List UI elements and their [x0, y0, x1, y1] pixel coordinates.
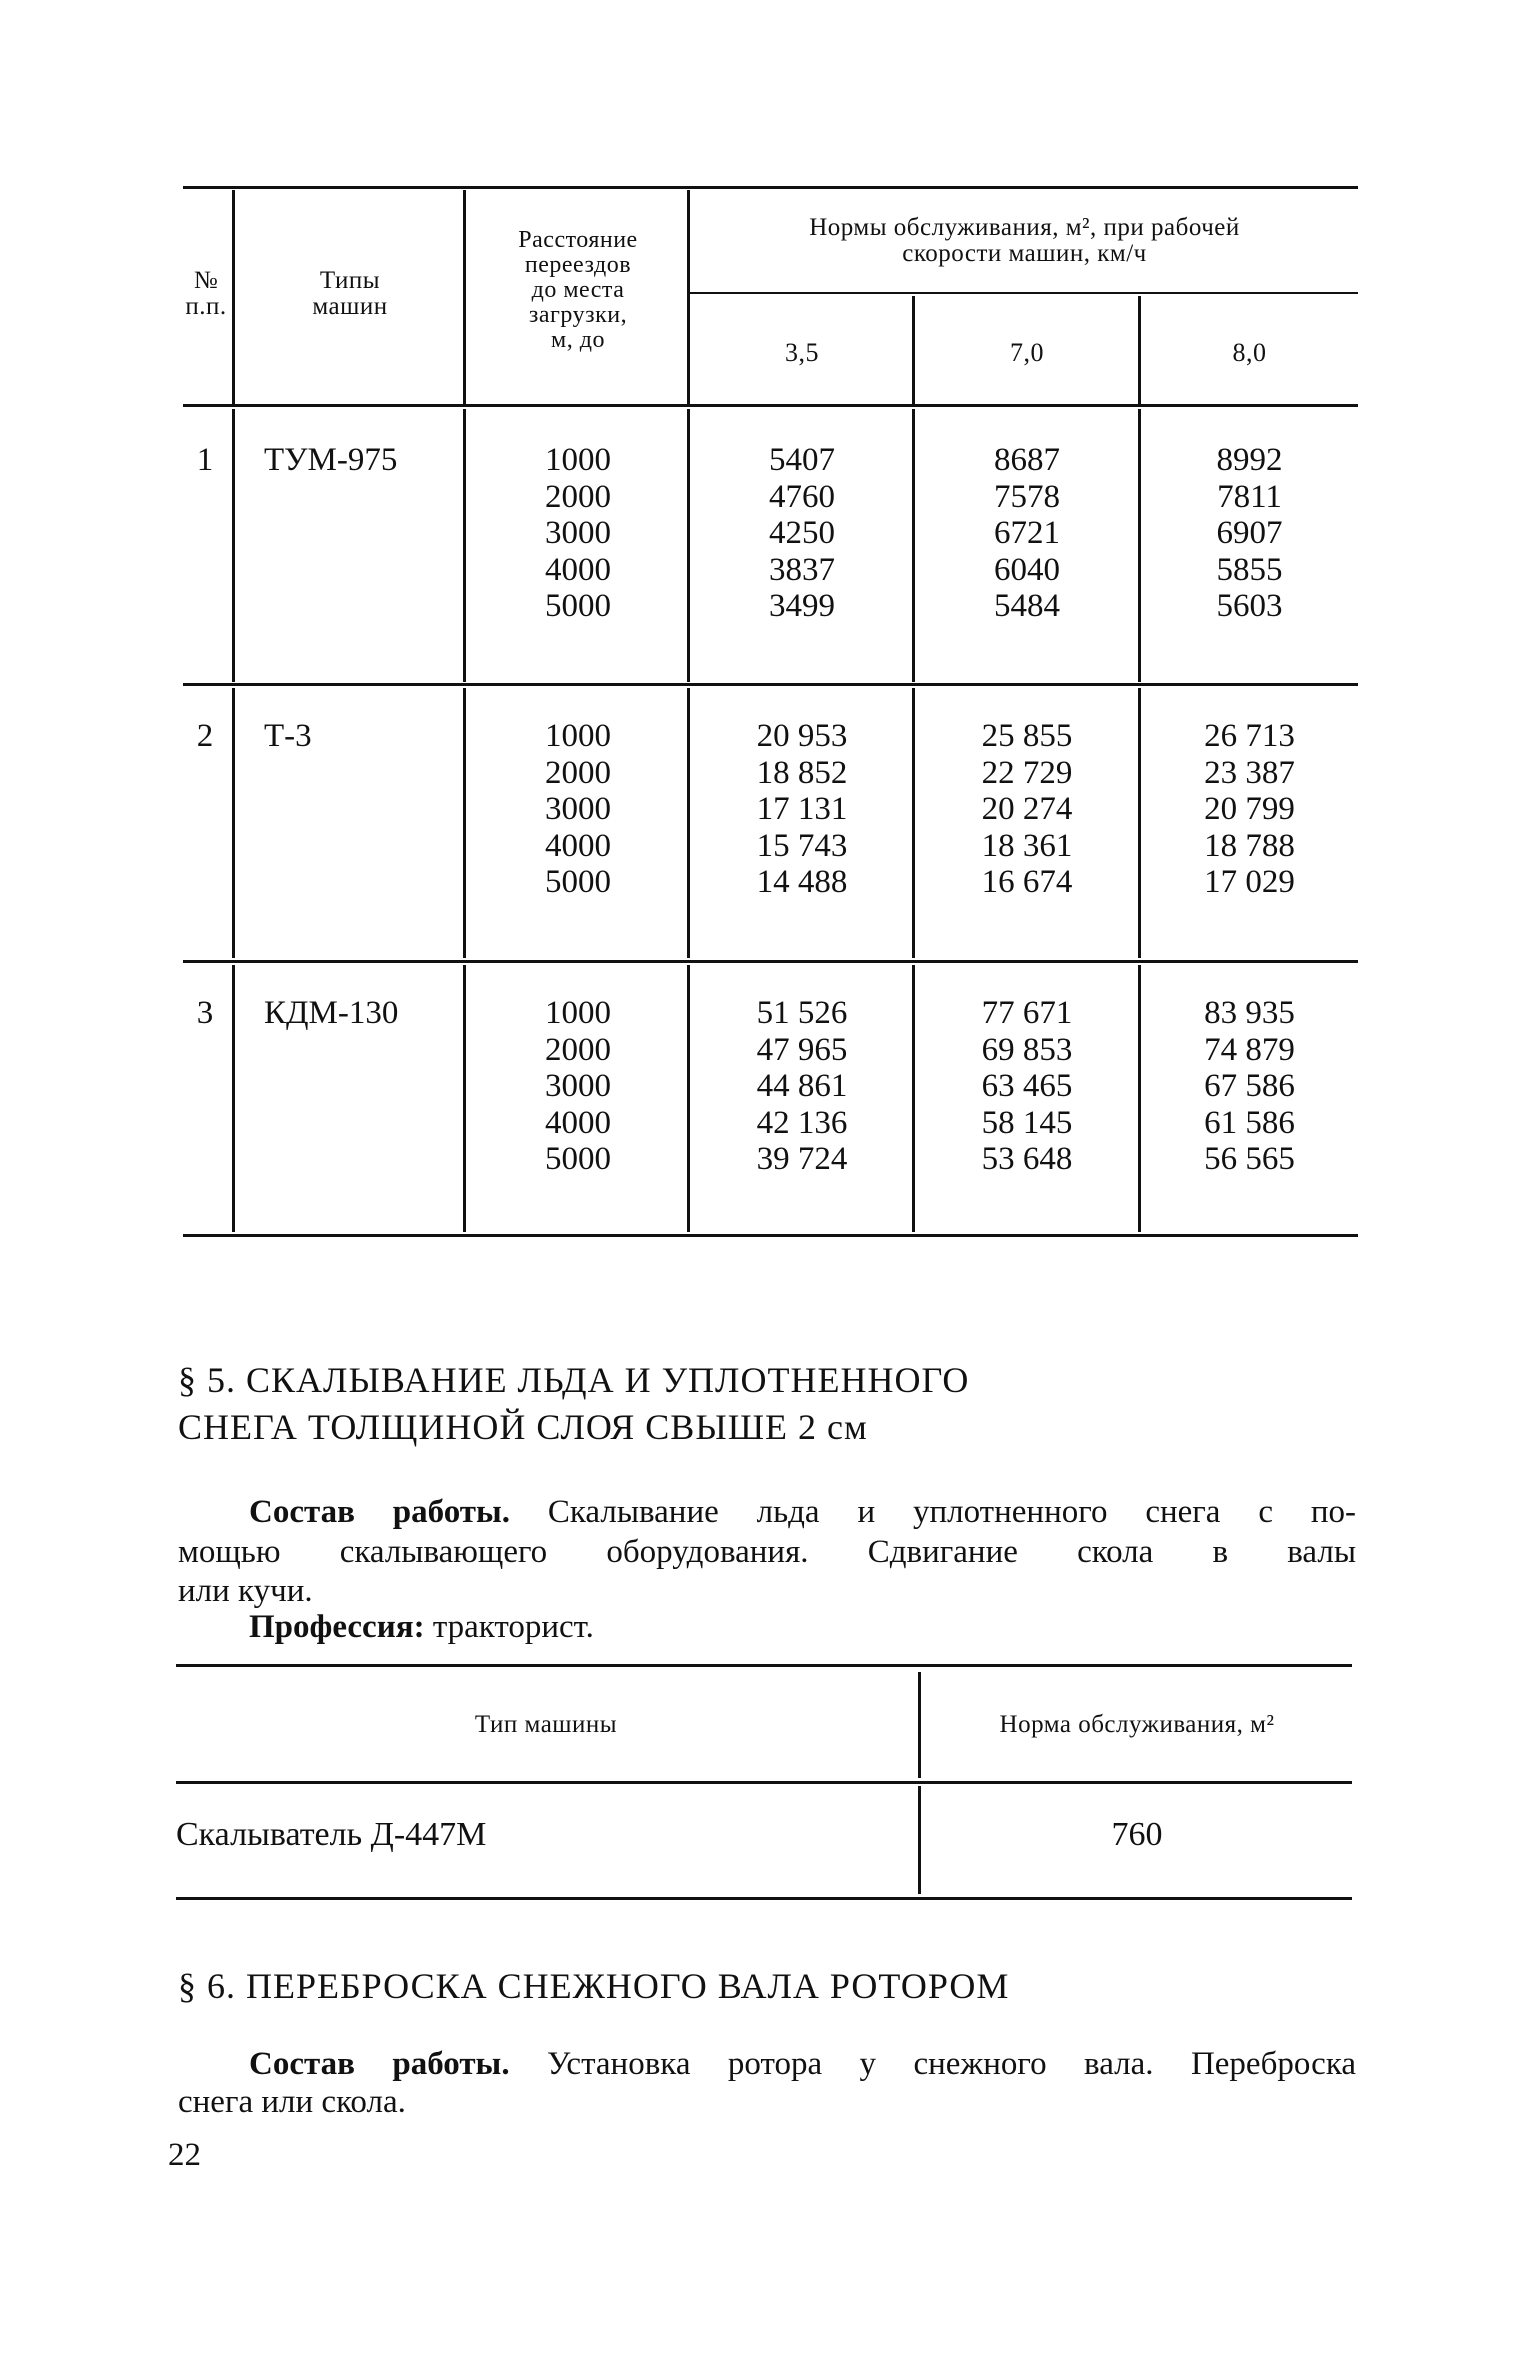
table-bottom-rule: [176, 1897, 1352, 1900]
col-rule: [463, 688, 466, 958]
header-speed-8-0: 8,0: [1232, 338, 1267, 367]
service-norm-value: 760: [1111, 1816, 1163, 1853]
col-rule: [463, 409, 466, 682]
norms-8-0: 83 935 74 879 67 586 61 586 56 565: [1204, 995, 1295, 1177]
header-machine-types: Типы машин: [312, 267, 388, 320]
section-5-title-line-1: § 5. СКАЛЫВАНИЕ ЛЬДА И УПЛОТНЕННОГО: [178, 1360, 970, 1400]
header-speed-3-5: 3,5: [785, 338, 819, 367]
work-label: Состав работы.: [249, 1494, 510, 1530]
norms-8-0: 8992 7811 6907 5855 5603: [1216, 442, 1283, 624]
row-number: 1: [196, 442, 214, 478]
col-rule: [918, 1786, 921, 1894]
header-bottom-rule: [183, 404, 1358, 407]
section-6-work-line-2: снега или скола.: [178, 2084, 406, 2120]
header-service-norm: Норма обслуживания, м²: [999, 1711, 1275, 1738]
section-5-work-line-1: [249, 1494, 1356, 1530]
header-num: № п.п.: [185, 267, 227, 320]
header-speed-7-0: 7,0: [1010, 338, 1044, 367]
header-bottom-rule: [176, 1781, 1352, 1784]
norms-3-5: 51 526 47 965 44 861 42 136 39 724: [756, 995, 848, 1177]
header-distance: Расстояние переездов до места загрузки, м, до: [518, 227, 638, 353]
machine-type: ТУМ-975: [264, 442, 398, 478]
work-label: Состав работы.: [249, 2046, 510, 2082]
header-machine-type: Тип машины: [474, 1711, 618, 1738]
table-top-rule: [183, 186, 1358, 189]
work-text: Скалывание льда и уплотненного снега с по-: [510, 1494, 1356, 1530]
header-norms: Нормы обслуживания, м², при рабочей скорости машин, км/ч: [809, 214, 1240, 267]
page-number: 22: [168, 2137, 201, 2173]
norms-3-5: 5407 4760 4250 3837 3499: [769, 442, 835, 624]
distances: 1000 2000 3000 4000 5000: [545, 995, 611, 1177]
norms-7-0: 25 855 22 729 20 274 18 361 16 674: [981, 718, 1073, 900]
row-number: 3: [196, 995, 214, 1031]
header-sub-rule: [688, 292, 1358, 294]
section-6-work-line-1: [249, 2046, 1356, 2082]
distances: 1000 2000 3000 4000 5000: [545, 442, 611, 624]
row-number: 2: [196, 718, 214, 754]
col-rule: [463, 965, 466, 1232]
col-rule: [232, 409, 235, 682]
section-5-work-line-2: мощью скалывающего оборудования. Сдвигание скола в валы: [178, 1534, 1356, 1570]
section-5-title-line-2: СНЕГА ТОЛЩИНОЙ СЛОЯ СВЫШЕ 2 см: [178, 1407, 868, 1447]
table-bottom-rule: [183, 1234, 1358, 1237]
section-5-work-line-3: или кучи.: [178, 1573, 313, 1609]
machine-type: КДМ-130: [264, 995, 399, 1031]
row-divider-2: [183, 960, 1358, 963]
col-rule: [232, 965, 235, 1232]
col-rule: [918, 1672, 921, 1778]
distances: 1000 2000 3000 4000 5000: [545, 718, 611, 900]
machine-type: Т-3: [264, 718, 312, 754]
row-divider-1: [183, 683, 1358, 686]
machine-name: Скалыватель Д-447М: [176, 1816, 487, 1853]
table-top-rule: [176, 1664, 1352, 1667]
section-6-title: § 6. ПЕРЕБРОСКА СНЕЖНОГО ВАЛА РОТОРОМ: [178, 1966, 1010, 2006]
norms-7-0: 77 671 69 853 63 465 58 145 53 648: [981, 995, 1073, 1177]
col-rule: [232, 688, 235, 958]
profession-label: Профессия:: [249, 1609, 425, 1645]
section-5-profession: [249, 1609, 594, 1645]
work-text: Установка ротора у снежного вала. Переброска: [509, 2046, 1357, 2082]
norms-7-0: 8687 7578 6721 6040 5484: [994, 442, 1060, 624]
norms-8-0: 26 713 23 387 20 799 18 788 17 029: [1204, 718, 1295, 900]
norms-3-5: 20 953 18 852 17 131 15 743 14 488: [756, 718, 848, 900]
profession-value: тракторист.: [424, 1609, 594, 1645]
